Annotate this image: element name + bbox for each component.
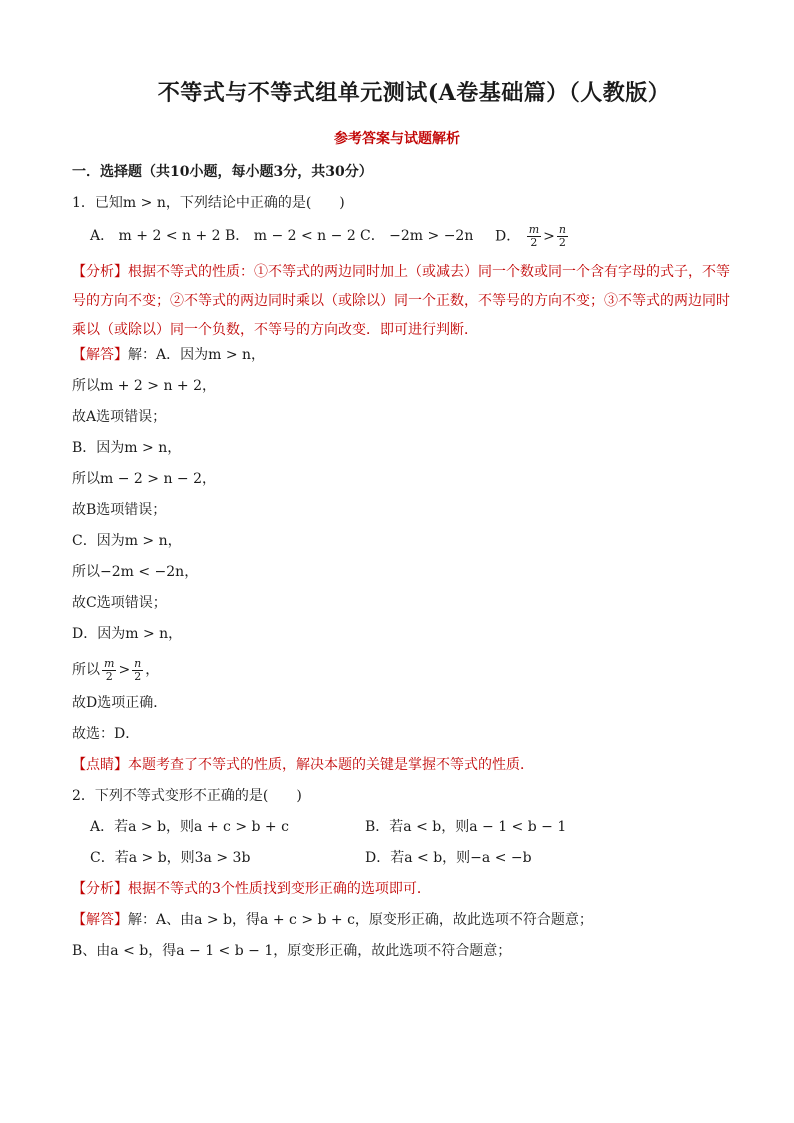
q1-options <box>72 224 732 258</box>
solution-line: D．因为m > n， <box>72 626 183 642</box>
analysis-text: 根据不等式的性质：①不等式的两边同时加上（或减去）同一个数或同一个含有字母的式子，不等号的方向不变；②不等式的两边同时乘以（或除以）同一个正数，不等号的方向不变；③不等式的两边同时乘以（或除以）同一个负数，不等号的方向改变．即可进行判断． <box>72 264 730 338</box>
fraction-n-over-2 <box>557 224 568 249</box>
solution-line: 故A选项错误； <box>72 409 167 425</box>
solution-line: 故B选项错误； <box>72 502 167 518</box>
q1-stem: 1．已知m > n，下列结论中正确的是( ) <box>72 195 345 211</box>
solution-text: 解：A．因为m > n， <box>128 347 266 363</box>
q1-solution-line <box>72 345 732 376</box>
fraction-numerator: m <box>104 656 115 670</box>
analysis-tag: 【分析】 <box>72 264 128 280</box>
q1-option-a: A． m + 2 < n + 2 <box>90 228 221 244</box>
document-title: 不等式与不等式组单元测试(A卷基础篇）（人教版） <box>157 80 671 106</box>
solution-line: B．因为m > n， <box>72 440 182 456</box>
fraction-denominator: 2 <box>530 236 538 249</box>
solution-suffix: ， <box>145 662 160 678</box>
fraction-numerator: m <box>528 223 540 236</box>
fraction-denominator: 2 <box>105 669 113 683</box>
solution-line: 故C选项错误； <box>72 595 167 611</box>
solution-tag: 【解答】 <box>72 347 128 363</box>
solution-line: 所以m + 2 > n + 2， <box>72 378 216 394</box>
q2-stem: 2．下列不等式变形不正确的是( ) <box>72 788 302 804</box>
q2-option-a: A．若a > b，则a + c > b + c <box>90 819 289 835</box>
section-heading: 一．选择题（共10小题，每小题3分，共30分） <box>72 164 373 180</box>
analysis-tag: 【分析】 <box>72 881 128 897</box>
q2-options <box>72 817 732 879</box>
q2-option-b: B．若a < b，则a − 1 < b − 1 <box>365 819 567 835</box>
solution-line: B、由a < b，得a − 1 < b − 1，原变形正确，故此选项不符合题意； <box>72 943 512 959</box>
fraction-numerator: n <box>558 223 566 236</box>
compare-sign: > <box>543 228 555 245</box>
compare-sign: > <box>118 662 131 678</box>
q2-solution-line <box>72 910 732 941</box>
solution-line: C．因为m > n， <box>72 533 182 549</box>
q1-option-b: B． m − 2 < n − 2 <box>225 228 356 244</box>
solution-prefix: 所以 <box>72 662 100 678</box>
q2-analysis <box>72 879 732 910</box>
solution-line: 所以−2m < −2n， <box>72 564 199 580</box>
fraction-denominator: 2 <box>558 236 566 249</box>
document-subtitle: 参考答案与试题解析 <box>334 131 460 147</box>
fraction-denominator: 2 <box>134 669 142 683</box>
fraction-numerator: n <box>134 656 142 670</box>
fraction-n-over-2 <box>132 658 143 683</box>
q1-option-d <box>495 224 630 258</box>
solution-line: 所以m − 2 > n − 2， <box>72 471 216 487</box>
q2-option-d: D．若a < b，则−a < −b <box>365 850 532 866</box>
q1-option-c: C． −2m > −2n <box>360 228 474 244</box>
solution-fraction-line <box>72 655 732 693</box>
comment-tag: 【点睛】 <box>72 757 128 773</box>
q1-analysis <box>72 258 732 345</box>
solution-line: 故选：D． <box>72 726 140 742</box>
comment-text: 本题考查了不等式的性质，解决本题的关键是掌握不等式的性质． <box>128 757 534 773</box>
q1-comment <box>72 755 732 786</box>
solution-tag: 【解答】 <box>72 912 128 928</box>
solution-line: 故D选项正确． <box>72 695 168 711</box>
fraction-m-over-2 <box>102 658 116 683</box>
q2-option-c: C．若a > b，则3a > 3b <box>90 850 251 866</box>
q1-option-d-prefix: D． <box>495 228 521 245</box>
solution-text: 解：A、由a > b，得a + c > b + c，原变形正确，故此选项不符合题意； <box>128 912 593 928</box>
analysis-text: 根据不等式的3个性质找到变形正确的选项即可． <box>128 881 431 897</box>
document-body <box>72 162 732 972</box>
fraction-m-over-2 <box>527 224 541 249</box>
